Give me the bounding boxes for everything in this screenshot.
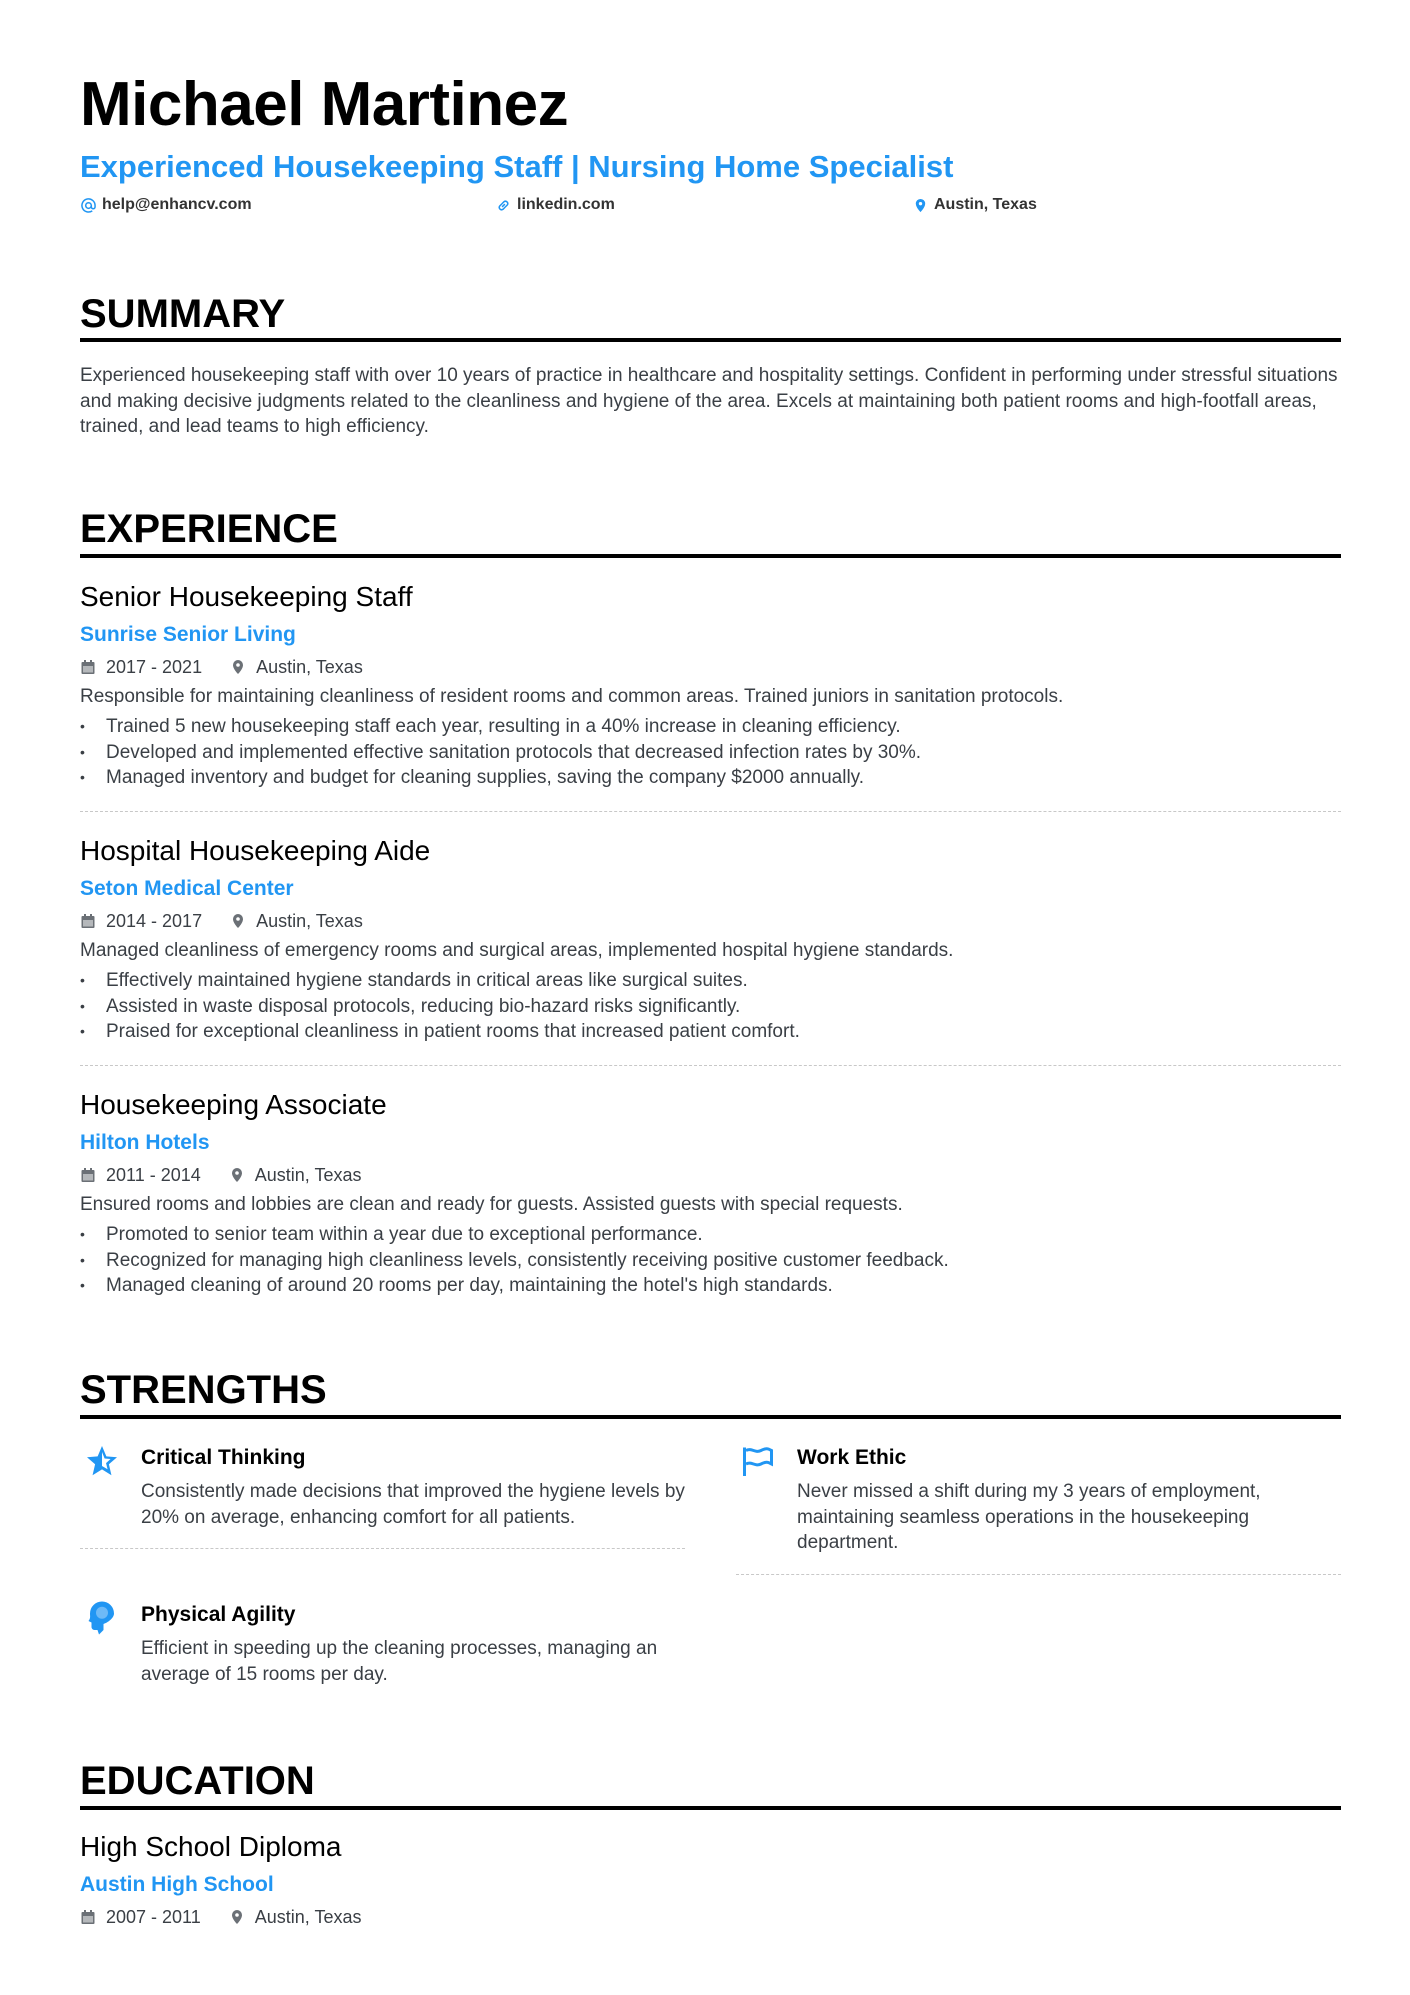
contact-location — [913, 194, 1037, 216]
strength-text: Efficient in speeding up the cleaning processes, managing an average of 15 rooms per day. — [141, 1638, 658, 1685]
strength-item — [80, 1600, 685, 1687]
job-dates: 2011 - 2014 — [106, 1165, 201, 1185]
job-dates: 2017 - 2021 — [106, 657, 203, 677]
bullet-item: • Trained 5 new housekeeping staff each year, resulting in a 40% increase in cleaning efficiency. — [80, 714, 1341, 740]
calendar-icon — [80, 1909, 96, 1925]
job-location: Austin, Texas — [256, 911, 363, 931]
dates: 2007 - 2011 — [106, 1907, 201, 1927]
location-icon — [230, 659, 246, 675]
job-entry — [80, 1088, 1341, 1299]
bullet-item: • Effectively maintained hygiene standards in critical areas like surgical suites. — [80, 968, 1341, 994]
school: Austin High School — [80, 1873, 274, 1896]
strength-text: Never missed a shift during my 3 years of employment, maintaining seamless operations in the housekeeping department. — [797, 1481, 1261, 1554]
location-icon — [230, 913, 246, 929]
education-meta — [80, 1904, 1341, 1930]
star-icon — [84, 1443, 120, 1479]
job-meta — [80, 1162, 1341, 1188]
at-icon — [81, 198, 96, 213]
location-icon — [229, 1167, 245, 1183]
degree: High School Diploma — [80, 1831, 342, 1862]
job-title: Senior Housekeeping Staff — [80, 581, 413, 612]
job-entry — [80, 580, 1341, 812]
calendar-icon — [80, 659, 96, 675]
bullet-item: • Promoted to senior team within a year due to exceptional performance. — [80, 1222, 1341, 1248]
linkedin-text: linkedin.com — [517, 196, 615, 213]
divider — [736, 1574, 1341, 1575]
job-meta — [80, 908, 1341, 934]
contact-email[interactable] — [81, 194, 252, 216]
summary-heading: SUMMARY — [80, 292, 286, 336]
summary-text: Experienced housekeeping staff with over 10 years of practice in healthcare and hospitality settings. Confident in performing under stressful situations and making decisive judgments related to the cleanliness and hygiene of the area. Excels at maintaining both patient rooms and high-footfall areas, trained, and lead teams to high efficiency. — [80, 365, 1338, 438]
divider — [80, 1548, 685, 1549]
education-rule — [80, 1806, 1341, 1810]
job-description: Managed cleanliness of emergency rooms and surgical areas, implemented hospital hygiene standards. — [80, 940, 954, 961]
strength-title: Physical Agility — [141, 1603, 296, 1626]
location-text: Austin, Texas — [934, 196, 1037, 213]
job-meta — [80, 654, 1341, 680]
summary-rule — [80, 338, 1341, 342]
bullet-item: • Recognized for managing high cleanliness levels, consistently receiving positive customer feedback. — [80, 1248, 1341, 1274]
job-title: Housekeeping Associate — [80, 1089, 387, 1120]
experience-heading: EXPERIENCE — [80, 507, 338, 551]
job-dates: 2014 - 2017 — [106, 911, 203, 931]
bullet-item: • Managed inventory and budget for cleaning supplies, saving the company $2000 annually. — [80, 765, 1341, 791]
calendar-icon — [80, 1167, 96, 1183]
bullet-item: • Developed and implemented effective sanitation protocols that decreased infection rates by 30%. — [80, 740, 1341, 766]
job-location: Austin, Texas — [254, 1165, 362, 1185]
strengths-heading: STRENGTHS — [80, 1368, 327, 1412]
job-description: Ensured rooms and lobbies are clean and ready for guests. Assisted guests with special requests. — [80, 1194, 903, 1215]
location-icon — [229, 1909, 245, 1925]
strengths-rule — [80, 1415, 1341, 1419]
job-entry — [80, 834, 1341, 1066]
bullet-item: • Assisted in waste disposal protocols, reducing bio-hazard risks significantly. — [80, 994, 1341, 1020]
education-heading: EDUCATION — [80, 1759, 315, 1803]
divider — [80, 1065, 1341, 1066]
calendar-icon — [80, 913, 96, 929]
job-bullets — [80, 1222, 1341, 1299]
strength-text: Consistently made decisions that improved the hygiene levels by 20% on average, enhancing comfort for all patients. — [141, 1481, 685, 1528]
head-icon — [84, 1600, 120, 1636]
email-text: help@enhancv.com — [102, 196, 252, 213]
job-description: Responsible for maintaining cleanliness of resident rooms and common areas. Trained juniors in sanitation protocols. — [80, 686, 1064, 707]
company-name: Sunrise Senior Living — [80, 623, 296, 646]
location-icon — [913, 198, 928, 213]
bullet-item: • Praised for exceptional cleanliness in patient rooms that increased patient comfort. — [80, 1019, 1341, 1045]
strength-item — [736, 1443, 1341, 1575]
company-name: Seton Medical Center — [80, 877, 294, 900]
bullet-item: • Managed cleaning of around 20 rooms per day, maintaining the hotel's high standards. — [80, 1273, 1341, 1299]
candidate-name: Michael Martinez — [80, 70, 569, 139]
strength-item — [80, 1443, 685, 1549]
strength-title: Critical Thinking — [141, 1446, 306, 1469]
job-bullets — [80, 968, 1341, 1045]
strength-title: Work Ethic — [797, 1446, 907, 1469]
flag-icon — [740, 1443, 776, 1479]
job-bullets — [80, 714, 1341, 791]
job-title: Hospital Housekeeping Aide — [80, 835, 431, 866]
location: Austin, Texas — [254, 1907, 362, 1927]
company-name: Hilton Hotels — [80, 1131, 210, 1154]
divider — [80, 811, 1341, 812]
contact-linkedin[interactable] — [496, 194, 615, 216]
experience-rule — [80, 554, 1341, 558]
link-icon — [496, 198, 511, 213]
candidate-title: Experienced Housekeeping Staff | Nursing Home Specialist — [80, 149, 954, 184]
education-entry — [80, 1830, 1341, 1930]
job-location: Austin, Texas — [256, 657, 363, 677]
